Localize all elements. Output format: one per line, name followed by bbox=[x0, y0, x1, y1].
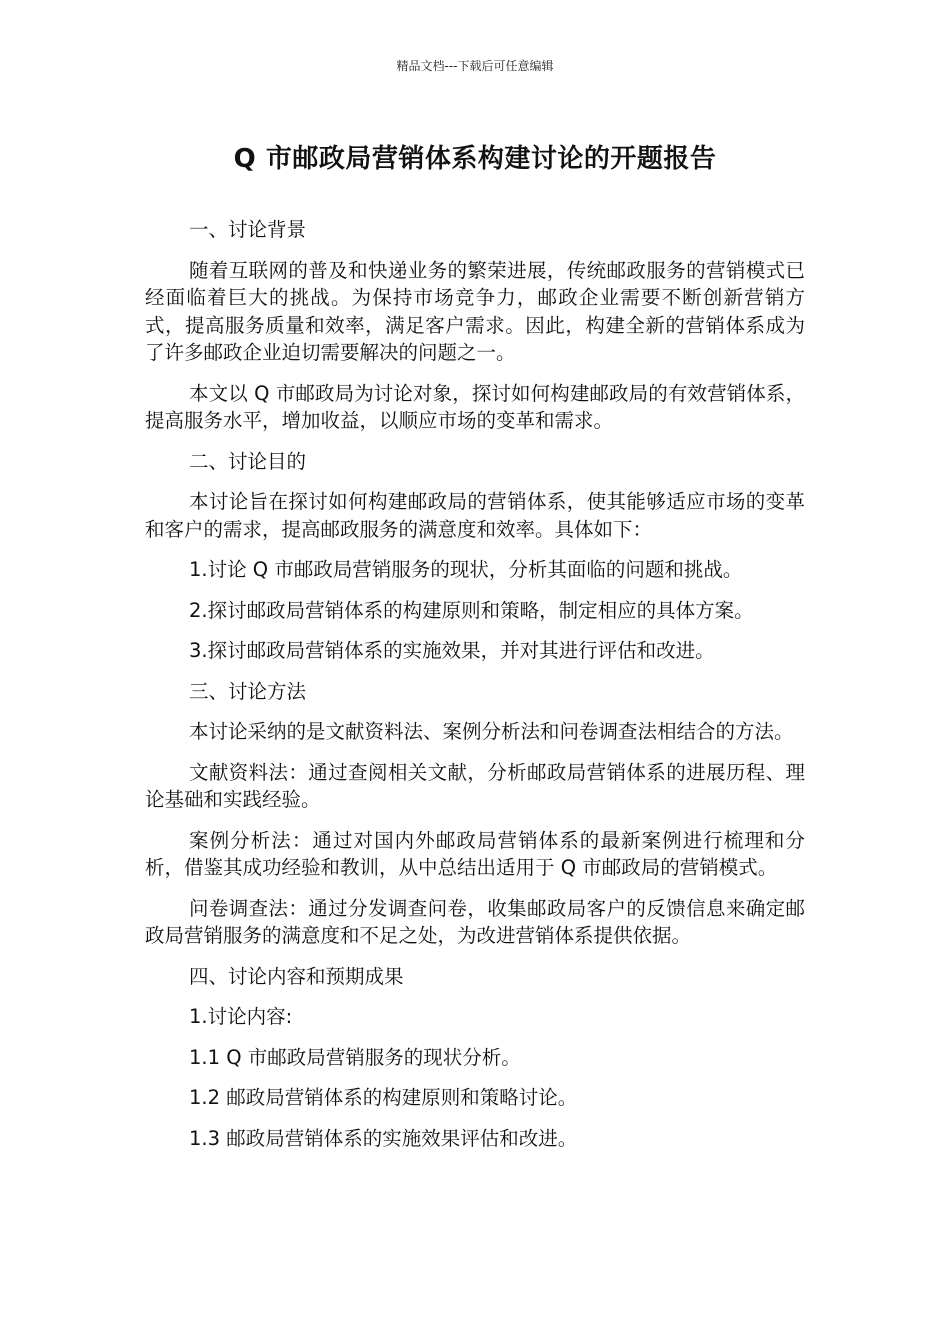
method-questionnaire: 问卷调查法：通过分发调查问卷，收集邮政局客户的反馈信息来确定邮政局营销服务的满意度和不足之处，为改进营销体系提供依据。 bbox=[145, 896, 805, 947]
document-title: Q 市邮政局营销体系构建讨论的开题报告 bbox=[233, 144, 717, 174]
section-heading-background: 一、讨论背景 bbox=[189, 218, 307, 241]
purpose-item-1: 1.讨论 Q 市邮政局营销服务的现状，分析其面临的问题和挑战。 bbox=[189, 558, 743, 581]
paragraph-method: 本讨论采纳的是文献资料法、案例分析法和问卷调查法相结合的方法。 bbox=[189, 720, 794, 743]
content-item-1-2: 1.2 邮政局营销体系的构建原则和策略讨论。 bbox=[189, 1086, 578, 1109]
content-heading: 1.讨论内容: bbox=[189, 1005, 293, 1028]
header-note: 精品文档---下载后可任意编辑 bbox=[396, 59, 554, 73]
paragraph-background-2: 本文以 Q 市邮政局为讨论对象，探讨如何构建邮政局的有效营销体系，提高服务水平，增加收益，以顺应市场的变革和需求。 bbox=[145, 381, 805, 432]
method-case-study: 案例分析法：通过对国内外邮政局营销体系的最新案例进行梳理和分析，借鉴其成功经验和教训，从中总结出适用于 Q 市邮政局的营销模式。 bbox=[145, 828, 805, 879]
method-literature: 文献资料法：通过查阅相关文献，分析邮政局营销体系的进展历程、理论基础和实践经验。 bbox=[145, 760, 805, 811]
purpose-item-2: 2.探讨邮政局营销体系的构建原则和策略，制定相应的具体方案。 bbox=[189, 598, 754, 622]
content-item-1-3: 1.3 邮政局营销体系的实施效果评估和改进。 bbox=[189, 1126, 578, 1150]
paragraph-purpose: 本讨论旨在探讨如何构建邮政局的营销体系，使其能够适应市场的变革和客户的需求，提高邮政服务的满意度和效率。具体如下： bbox=[145, 490, 805, 541]
document-body bbox=[145, 216, 805, 1165]
section-heading-purpose: 二、讨论目的 bbox=[189, 449, 307, 473]
content-item-1-1: 1.1 Q 市邮政局营销服务的现状分析。 bbox=[189, 1045, 521, 1069]
section-heading-method: 三、讨论方法 bbox=[189, 679, 307, 703]
section-heading-content: 四、讨论内容和预期成果 bbox=[189, 964, 404, 988]
purpose-item-3: 3.探讨邮政局营销体系的实施效果，并对其进行评估和改进。 bbox=[189, 639, 715, 662]
paragraph-background-1: 随着互联网的普及和快递业务的繁荣进展，传统邮政服务的营销模式已经面临着巨大的挑战。为保持市场竞争力，邮政企业需要不断创新营销方式，提高服务质量和效率，满足客户需求。因此，构建全新的营销体系成为了许多邮政企业迫切需要解决的问题之一。 bbox=[145, 258, 805, 364]
